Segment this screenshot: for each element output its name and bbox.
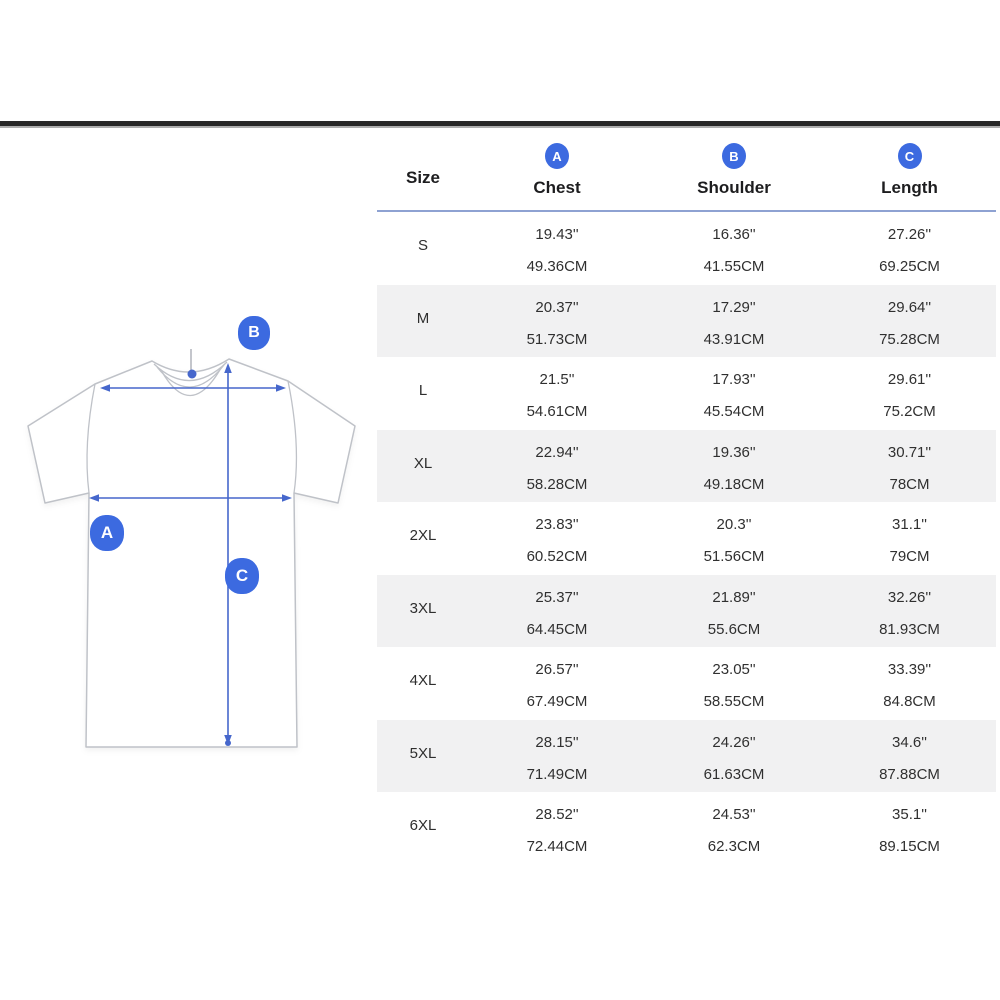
- length-inches-value: 35.1'': [892, 806, 927, 823]
- badge-b-icon: B: [722, 143, 746, 169]
- chest-value-cell: [469, 502, 645, 575]
- length-inches-value: 29.64'': [887, 298, 932, 316]
- shoulder-inches-value: 23.05'': [712, 661, 756, 678]
- length-value-cell: [823, 792, 996, 865]
- size-label: 5XL: [409, 744, 437, 762]
- length-inches-value: 30.71'': [887, 443, 932, 461]
- badge-c-icon: C: [898, 143, 922, 169]
- length-cm-value: 87.88CM: [879, 765, 940, 783]
- shoulder-cm-value: 41.55CM: [703, 258, 765, 275]
- chest-inches-value: 21.5'': [539, 371, 575, 388]
- shoulder-cm-value: 55.6CM: [707, 620, 761, 638]
- diagram-badge-chest: A: [90, 515, 124, 551]
- chest-value-cell: [469, 285, 645, 358]
- size-row-xl: [377, 430, 996, 503]
- chest-inches-value: 28.15'': [535, 733, 579, 751]
- size-row-6xl: [377, 792, 996, 865]
- column-header-chest: [469, 132, 645, 210]
- chest-value-cell: [469, 212, 645, 285]
- length-cm-value: 78CM: [889, 475, 930, 493]
- length-value-cell: [823, 720, 996, 793]
- size-row-4xl: [377, 647, 996, 720]
- length-value-cell: [823, 502, 996, 575]
- chest-inches-value: 19.43'': [535, 226, 579, 243]
- chest-value-cell: [469, 575, 645, 648]
- shoulder-value-cell: [645, 430, 823, 503]
- shoulder-cm-value: 62.3CM: [707, 838, 761, 855]
- column-label-length: Length: [881, 178, 938, 197]
- chest-value-cell: [469, 720, 645, 793]
- shoulder-inches-value: 21.89'': [712, 588, 756, 606]
- shoulder-inches-value: 20.3'': [716, 516, 752, 533]
- chest-cm-value: 49.36CM: [526, 258, 588, 275]
- length-cm-value: 75.2CM: [883, 403, 936, 420]
- length-inches-value: 33.39'': [887, 661, 932, 678]
- tshirt-measurement-diagram: [0, 300, 380, 770]
- size-label: 4XL: [409, 672, 437, 690]
- column-header-size: [377, 132, 469, 210]
- chest-inches-value: 22.94'': [535, 443, 579, 461]
- length-value-cell: [823, 212, 996, 285]
- shoulder-inches-value: 17.93'': [712, 371, 756, 388]
- table-header-row: [377, 132, 996, 212]
- column-header-length: [823, 132, 996, 210]
- shoulder-inches-value: 17.29'': [712, 298, 756, 316]
- chest-value-cell: [469, 792, 645, 865]
- size-row-l: [377, 357, 996, 430]
- chest-cm-value: 71.49CM: [526, 765, 588, 783]
- chest-value-cell: [469, 430, 645, 503]
- top-divider-bar: [0, 121, 1000, 128]
- chest-cm-value: 67.49CM: [526, 693, 588, 710]
- size-label: L: [418, 382, 428, 400]
- neck-pin: [188, 349, 197, 379]
- shoulder-cm-value: 45.54CM: [703, 403, 765, 420]
- shoulder-cm-value: 49.18CM: [703, 475, 765, 493]
- chest-inches-value: 26.57'': [535, 661, 579, 678]
- size-header-label: Size: [405, 168, 441, 187]
- tshirt-outline: [28, 359, 355, 747]
- column-label-chest: Chest: [533, 178, 581, 197]
- shoulder-inches-value: 24.26'': [712, 733, 756, 751]
- shoulder-cm-value: 51.56CM: [703, 548, 765, 565]
- length-inches-value: 31.1'': [892, 516, 927, 533]
- chest-inches-value: 23.83'': [535, 516, 579, 533]
- chest-cm-value: 72.44CM: [526, 838, 588, 855]
- length-cm-value: 79CM: [889, 548, 930, 565]
- size-label: M: [416, 309, 430, 327]
- length-cm-value: 84.8CM: [883, 693, 936, 710]
- size-label: 6XL: [409, 817, 437, 835]
- length-inches-value: 32.26'': [887, 588, 932, 606]
- chest-value-cell: [469, 647, 645, 720]
- shoulder-value-cell: [645, 285, 823, 358]
- chest-cm-value: 58.28CM: [526, 475, 588, 493]
- length-value-cell: [823, 285, 996, 358]
- length-cm-value: 75.28CM: [879, 330, 940, 348]
- diagram-badge-shoulder: B: [238, 316, 270, 350]
- shoulder-cm-value: 58.55CM: [703, 693, 765, 710]
- size-label: 3XL: [409, 599, 437, 617]
- chest-inches-value: 28.52'': [535, 806, 579, 823]
- shoulder-inches-value: 19.36'': [712, 443, 756, 461]
- chest-cm-value: 51.73CM: [526, 330, 588, 348]
- size-row-3xl: [377, 575, 996, 648]
- size-row-s: [377, 212, 996, 285]
- shoulder-cm-value: 43.91CM: [703, 330, 765, 348]
- shoulder-value-cell: [645, 720, 823, 793]
- shoulder-value-cell: [645, 647, 823, 720]
- chest-cm-value: 60.52CM: [526, 548, 588, 565]
- shoulder-inches-value: 24.53'': [712, 806, 756, 823]
- length-inches-value: 34.6'': [892, 733, 927, 751]
- chest-cm-value: 64.45CM: [526, 620, 588, 638]
- badge-a-icon: A: [545, 143, 569, 169]
- table-body: [377, 212, 996, 865]
- length-value-cell: [823, 430, 996, 503]
- length-cm-value: 81.93CM: [879, 620, 940, 638]
- shoulder-value-cell: [645, 792, 823, 865]
- chest-inches-value: 20.37'': [535, 298, 579, 316]
- column-header-shoulder: [645, 132, 823, 210]
- length-cm-value: 69.25CM: [879, 258, 940, 275]
- size-chart-table: [377, 132, 996, 865]
- size-row-2xl: [377, 502, 996, 575]
- shoulder-inches-value: 16.36'': [712, 226, 756, 243]
- length-inches-value: 29.61'': [887, 371, 932, 388]
- column-label-shoulder: Shoulder: [697, 178, 771, 197]
- length-cm-value: 89.15CM: [879, 838, 940, 855]
- chest-value-cell: [469, 357, 645, 430]
- length-inches-value: 27.26'': [887, 226, 932, 243]
- length-value-cell: [823, 357, 996, 430]
- size-label: S: [417, 237, 428, 255]
- shoulder-value-cell: [645, 575, 823, 648]
- length-value-cell: [823, 575, 996, 648]
- chest-inches-value: 25.37'': [535, 588, 579, 606]
- chest-cm-value: 54.61CM: [526, 403, 588, 420]
- diagram-badge-length: C: [225, 558, 259, 594]
- length-value-cell: [823, 647, 996, 720]
- size-row-5xl: [377, 720, 996, 793]
- size-label: XL: [413, 454, 433, 472]
- shoulder-value-cell: [645, 357, 823, 430]
- shoulder-value-cell: [645, 502, 823, 575]
- shoulder-cm-value: 61.63CM: [703, 765, 765, 783]
- size-row-m: [377, 285, 996, 358]
- shoulder-value-cell: [645, 212, 823, 285]
- size-label: 2XL: [409, 527, 437, 545]
